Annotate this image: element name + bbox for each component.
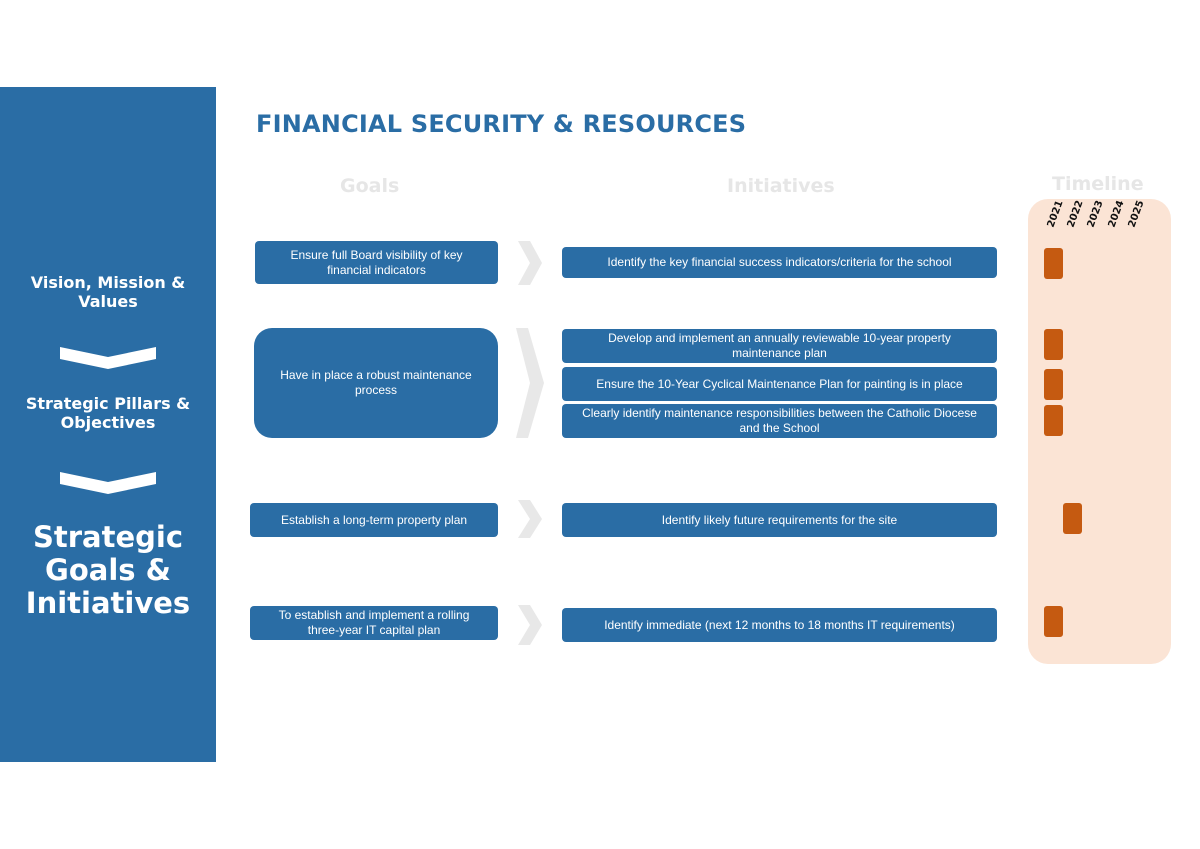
goal-box: Have in place a robust maintenance process: [254, 328, 498, 438]
timeline-marker: [1044, 606, 1063, 637]
initiative-box: Identify likely future requirements for the site: [562, 503, 997, 537]
year-label: 2022: [1065, 199, 1086, 229]
year-label: 2021: [1045, 199, 1066, 229]
chevron-down-icon: [60, 472, 156, 494]
chevron-right-icon: [518, 241, 542, 285]
goal-box: Ensure full Board visibility of key financial indicators: [255, 241, 498, 284]
sidebar: [0, 87, 216, 762]
timeline-marker: [1044, 405, 1063, 436]
sidebar-pillars-label: Strategic Pillars & Objectives: [25, 394, 191, 432]
timeline-marker: [1044, 248, 1063, 279]
initiative-box: Ensure the 10-Year Cyclical Maintenance Plan for painting is in place: [562, 367, 997, 401]
timeline-marker: [1044, 369, 1063, 400]
goal-box: Establish a long-term property plan: [250, 503, 498, 537]
year-label: 2023: [1085, 199, 1106, 229]
year-label: 2025: [1126, 199, 1147, 229]
chevron-right-icon: [516, 328, 544, 438]
initiative-box: Clearly identify maintenance responsibilities between the Catholic Diocese and the School: [562, 404, 997, 438]
timeline-marker: [1063, 503, 1082, 534]
goals-header: Goals: [340, 175, 400, 197]
sidebar-vision-label: Vision, Mission & Values: [30, 273, 186, 311]
initiative-box: Identify immediate (next 12 months to 18 months IT requirements): [562, 608, 997, 642]
initiative-box: Develop and implement an annually reviewable 10-year property maintenance plan: [562, 329, 997, 363]
initiative-box: Identify the key financial success indicators/criteria for the school: [562, 247, 997, 278]
timeline-marker: [1044, 329, 1063, 360]
year-label: 2024: [1106, 199, 1127, 229]
goal-box: To establish and implement a rolling three-year IT capital plan: [250, 606, 498, 640]
page-title: FINANCIAL SECURITY & RESOURCES: [256, 110, 747, 138]
chevron-right-icon: [518, 605, 542, 645]
initiatives-header: Initiatives: [727, 175, 835, 197]
chevron-right-icon: [518, 500, 542, 538]
timeline-header: Timeline: [1052, 173, 1144, 195]
sidebar-goals-label: Strategic Goals & Initiatives: [25, 520, 191, 620]
chevron-down-icon: [60, 347, 156, 369]
